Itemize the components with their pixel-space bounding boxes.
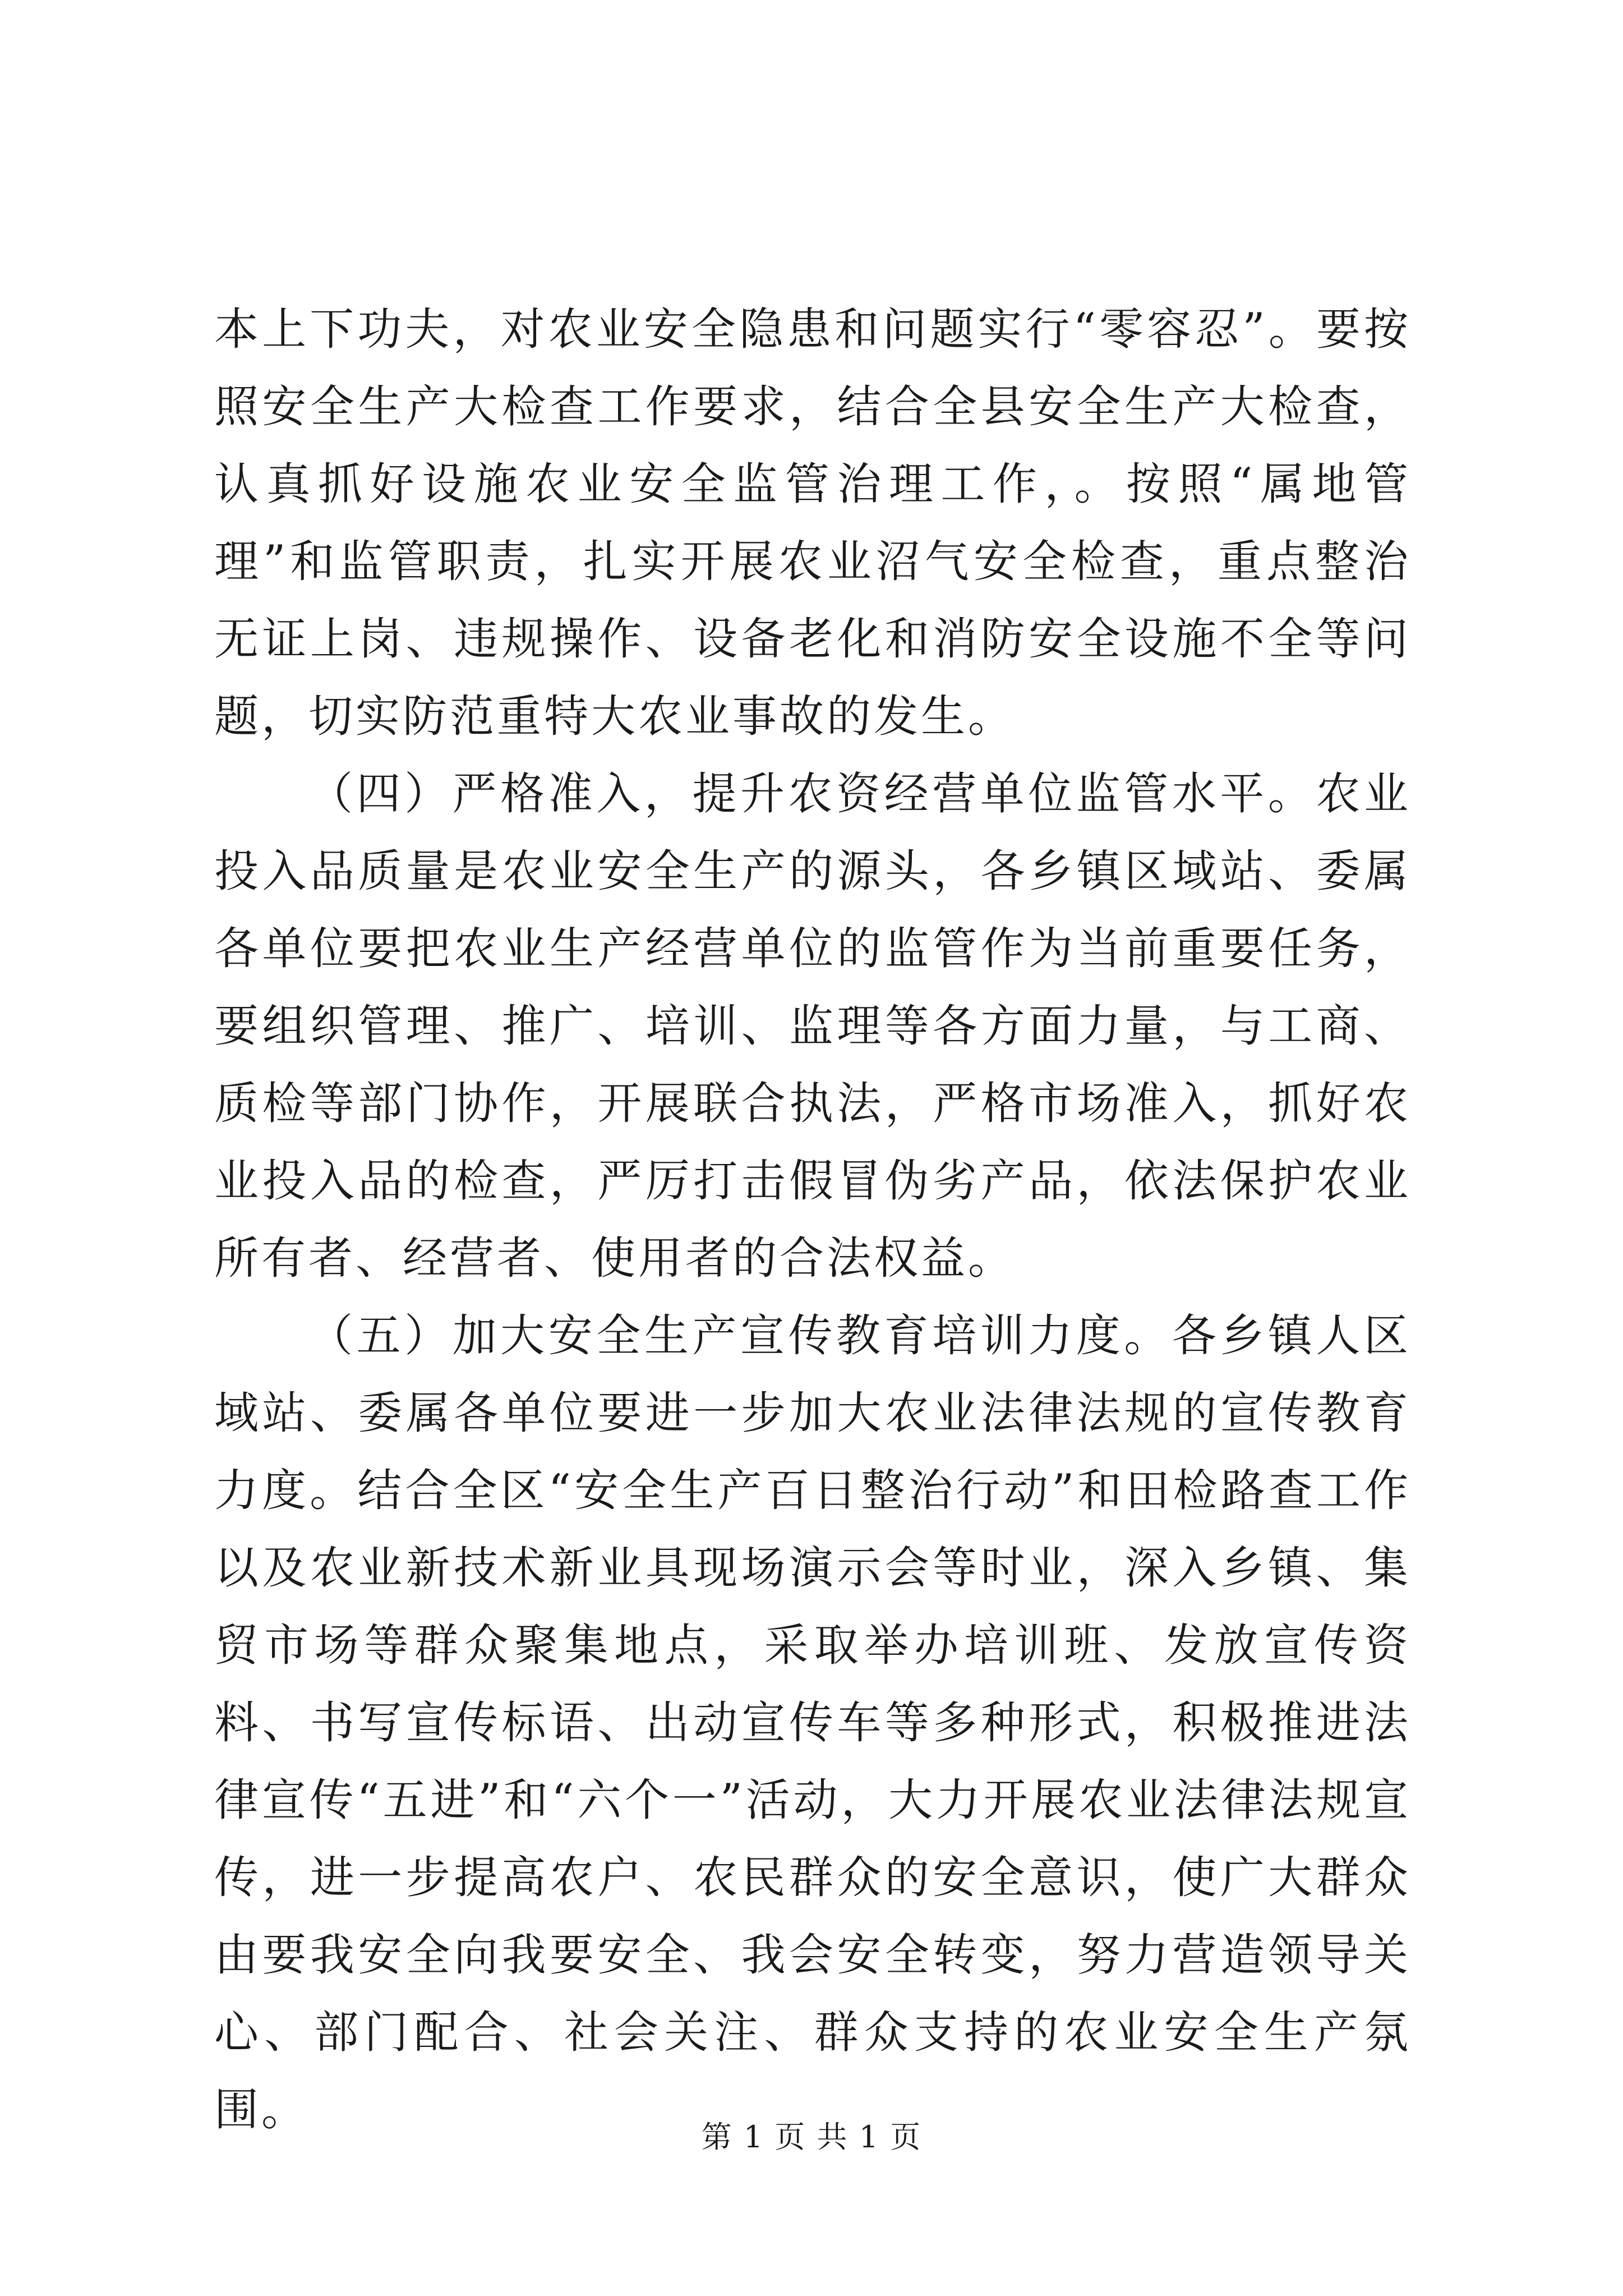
document-body [214,291,1411,2148]
page-footer: 第 1 页 共 1 页 [701,2119,922,2155]
paragraph-section-five: （五）加大安全生产宣传教育培训力度。各乡镇人区域站、委属各单位要进一步加大农业法律法规的宣传教育力度。结合全区“安全生产百日整治行动”和田检路查工作以及农业新技术新业具现场演示会等时业，深入乡镇、集贸市场等群众聚集地点，采取举办培训班、发放宣传资料、书写宣传标语、出动宣传车等多种形式，积极推进法律宣传“五进”和“六个一”活动，大力开展农业法律法规宣传，进一步提高农户、农民群众的安全意识，使广大群众由要我安全向我要安全、我会安全转变，努力营造领导关心、部门配合、社会关注、群众支持的农业安全生产氛围。 [214,1310,1411,2136]
paragraph-section-four: （四）严格准入，提升农资经营单位监管水平。农业投入品质量是农业安全生产的源头，各乡镇区域站、委属各单位要把农业生产经营单位的监管作为当前重要任务，要组织管理、推广、培训、监理等各方面力量，与工商、质检等部门协作，开展联合执法，严格市场准入，抓好农业投入品的检查，严厉打击假冒伪劣产品，依法保护农业所有者、经营者、使用者的合法权益。 [214,768,1411,1284]
paragraph-continuation: 本上下功夫，对农业安全隐患和问题实行“零容忍”。要按照安全生产大检查工作要求，结合全县安全生产大检查，认真抓好设施农业安全监管治理工作，。按照“属地管理”和监管职责，扎实开展农业沼气安全检查，重点整治无证上岗、违规操作、设备老化和消防安全设施不全等问题，切实防范重特大农业事故的发生。 [214,303,1411,742]
